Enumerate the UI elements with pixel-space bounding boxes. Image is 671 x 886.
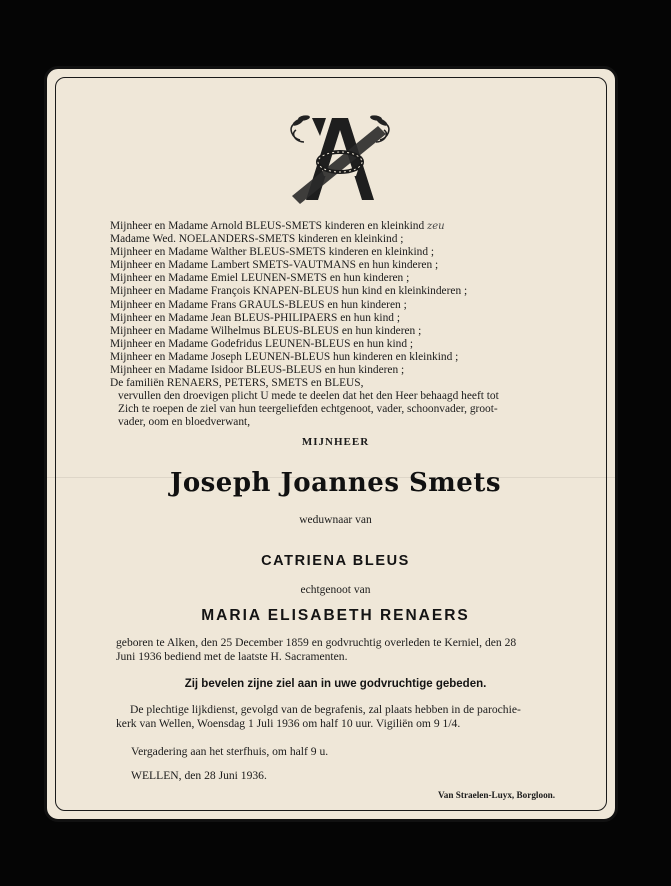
- family-line: De familiën RENAERS, PETERS, SMETS en BLEUS,: [110, 377, 364, 390]
- duty-line: vader, oom en bloedverwant,: [118, 416, 251, 429]
- family-line: Mijnheer en Madame François KNAPEN-BLEUS hun kind en kleinkinderen ;: [110, 285, 468, 298]
- honorific: MIJNHEER: [301, 436, 370, 448]
- spouse-of-label: echtgenoot van: [300, 584, 371, 596]
- family-line: Mijnheer en Madame Isidoor BLEUS-BLEUS en hun kinderen ;: [110, 364, 405, 377]
- family-line: Mijnheer en Madame Wilhelmus BLEUS-BLEUS en hun kinderen ;: [110, 324, 422, 337]
- prayer-request: Zij bevelen zijne ziel aan in uwe godvruchtige gebeden.: [184, 678, 487, 690]
- birth-death-text: [116, 636, 606, 664]
- service-text: [116, 703, 606, 731]
- family-line: Mijnheer en Madame Joseph LEUNEN-BLEUS hun kinderen en kleinkind ;: [110, 350, 459, 363]
- duty-line: vervullen den droevigen plicht U mede te deelen dat het den Heer behaagd heeft tot: [118, 390, 499, 403]
- birth-line: geboren te Alken, den 25 December 1859 en godvruchtig overleden te Kerniel, den 28: [116, 636, 517, 649]
- family-line: Mijnheer en Madame Emiel LEUNEN-SMETS en hun kinderen ;: [110, 272, 410, 285]
- meeting-info: Vergadering aan het sterfhuis, om half 9 u.: [131, 745, 329, 758]
- family-line: Mijnheer en Madame Jean BLEUS-PHILIPAERS en hun kind ;: [110, 311, 401, 324]
- handwritten-note: zeu: [427, 221, 445, 232]
- printer-credit: Van Straelen-Luyx, Borgloon.: [438, 790, 556, 800]
- family-list: [110, 220, 610, 430]
- family-line: Madame Wed. NOELANDERS-SMETS kinderen en kleinkind ;: [110, 233, 404, 246]
- family-line: Mijnheer en Madame Lambert SMETS-VAUTMANS en hun kinderen ;: [110, 259, 439, 272]
- family-line: Mijnheer en Madame Godefridus LEUNEN-BLEUS en hun kind ;: [110, 337, 414, 350]
- deceased-name: Joseph Joannes Smets: [170, 468, 501, 498]
- service-line: De plechtige lijkdienst, gevolgd van de begrafenis, zal plaats hebben in de parochie-: [130, 703, 521, 716]
- widower-of-label: weduwnaar van: [299, 514, 372, 526]
- service-line: kerk van Wellen, Woensdag 1 Juli 1936 om half 10 uur. Vigiliën om 9 1/4.: [116, 717, 461, 730]
- second-spouse-name: MARIA ELISABETH RENAERS: [201, 607, 470, 624]
- place-date: WELLEN, den 28 Juni 1936.: [131, 769, 267, 782]
- family-line: Mijnheer en Madame Frans GRAULS-BLEUS en hun kinderen ;: [110, 298, 407, 311]
- monogram-icon: [286, 110, 394, 206]
- duty-line: Zich te roepen de ziel van hun teergeliefden echtgenoot, vader, schoonvader, groot-: [118, 403, 498, 416]
- birth-line: Juni 1936 bediend met de laatste H. Sacramenten.: [116, 650, 348, 663]
- family-line: Mijnheer en Madame Walther BLEUS-SMETS kinderen en kleinkind ;: [110, 246, 435, 259]
- family-line: Mijnheer en Madame Arnold BLEUS-SMETS kinderen en kleinkind zeu: [110, 220, 445, 232]
- first-spouse-name: CATRIENA BLEUS: [261, 553, 410, 569]
